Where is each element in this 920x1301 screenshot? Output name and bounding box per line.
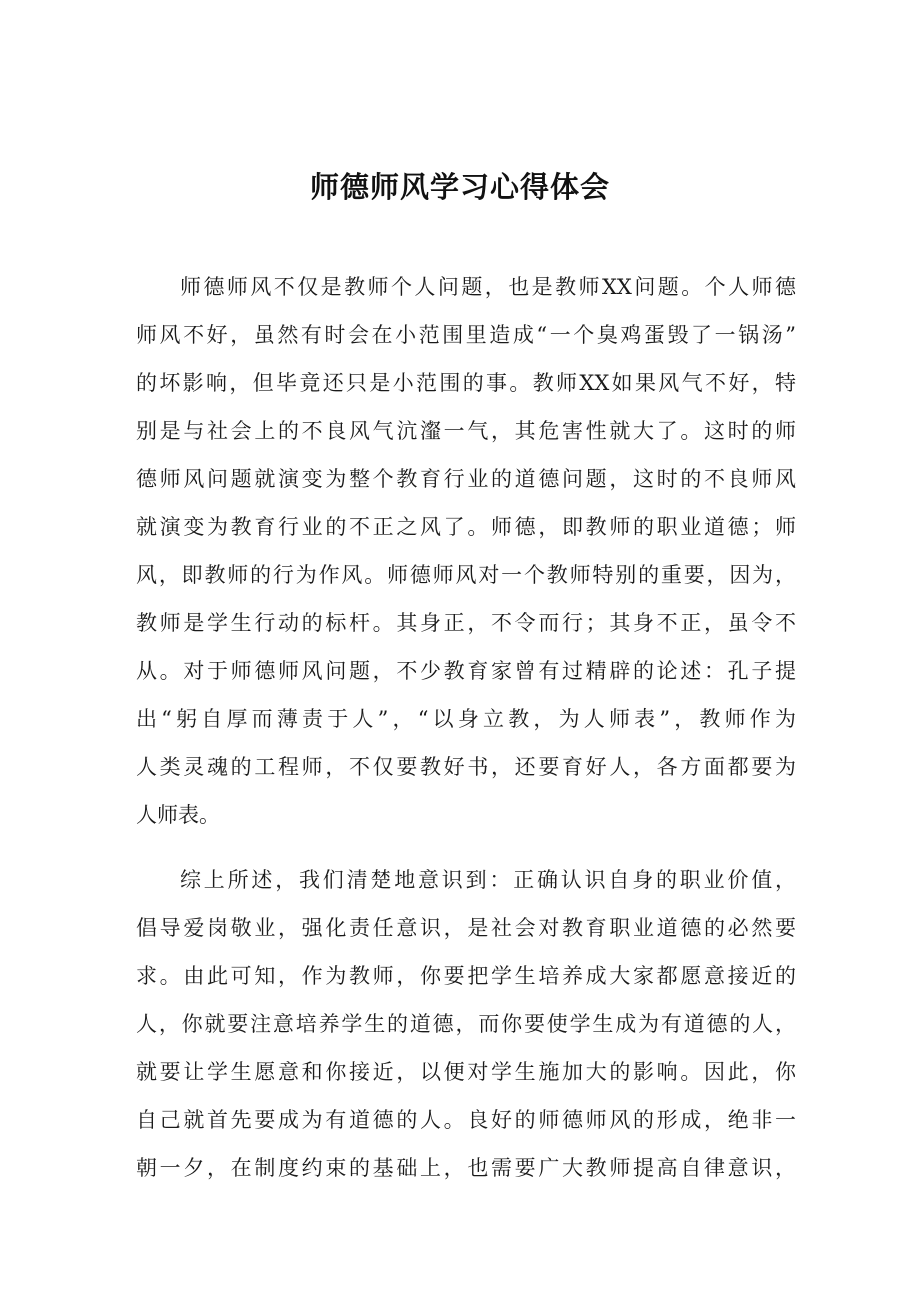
text-line: 别是与社会上的不良风气沆瀣一气，其危害性就大了。这时的师 [136, 419, 796, 443]
text-line: 就要让学生愿意和你接近，以便对学生施加大的影响。因此，你 [136, 1060, 796, 1084]
text-line: 就演变为教育行业的不正之风了。师德，即教师的职业道德；师 [136, 515, 796, 539]
text-line: 教师是学生行动的标杆。其身正，不令而行；其身不正，虽令不 [136, 611, 796, 635]
document-title: 师德师风学习心得体会 [309, 170, 610, 204]
text-line: 从。对于师德师风问题，不少教育家曾有过精辟的论述：孔子提 [136, 659, 796, 683]
document-body [136, 263, 796, 1209]
text-line: 师德师风不仅是教师个人问题，也是教师XX问题。个人师德 [180, 275, 796, 299]
text-line: 朝一夕，在制度约束的基础上，也需要广大教师提高自律意识， [136, 1156, 796, 1180]
text-line: 倡导爱岗敬业，强化责任意识，是社会对教育职业道德的必然要 [136, 916, 796, 940]
text-line: 自己就首先要成为有道德的人。良好的师德师风的形成，绝非一 [136, 1108, 796, 1132]
text-line: 综上所述，我们清楚地意识到：正确认识自身的职业价值， [180, 868, 796, 892]
text-line: 的坏影响，但毕竟还只是小范围的事。教师XX如果风气不好，特 [136, 371, 796, 395]
text-line: 德师风问题就演变为整个教育行业的道德问题，这时的不良师风 [136, 467, 796, 491]
text-line: 人类灵魂的工程师，不仅要教好书，还要育好人，各方面都要为 [136, 755, 796, 779]
paragraph-2 [136, 856, 796, 1192]
text-line: 求。由此可知，作为教师，你要把学生培养成大家都愿意接近的 [136, 964, 796, 988]
text-line: 人，你就要注意培养学生的道德，而你要使学生成为有道德的人， [136, 1012, 796, 1036]
text-line: 师风不好，虽然有时会在小范围里造成“一个臭鸡蛋毁了一锅汤” [136, 323, 796, 347]
text-line: 人师表。 [136, 803, 220, 827]
text-line: 风，即教师的行为作风。师德师风对一个教师特别的重要，因为， [136, 563, 796, 587]
text-line: 出“躬自厚而薄责于人”，“以身立教，为人师表”，教师作为 [136, 707, 796, 731]
paragraph-1 [136, 263, 796, 839]
